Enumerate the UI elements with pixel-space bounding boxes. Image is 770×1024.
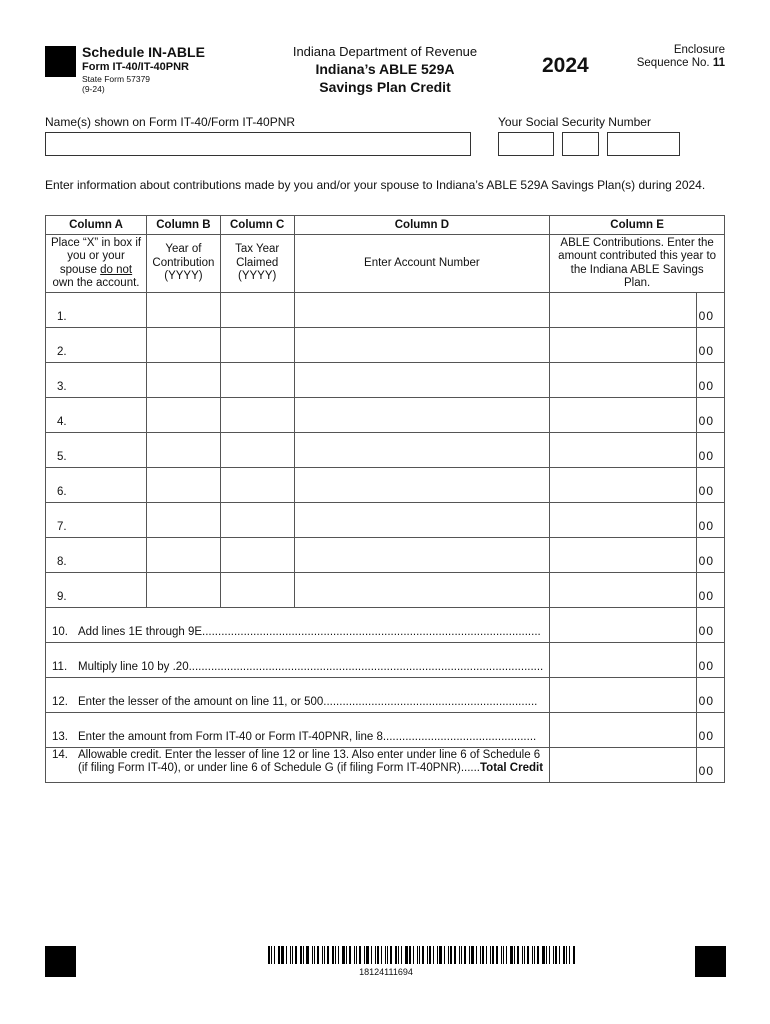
barcode-bar (569, 946, 570, 964)
summary-row (46, 713, 725, 748)
summary-line-number: 11. (52, 661, 68, 673)
barcode-bar (490, 946, 491, 964)
line-14-number: 14. (52, 749, 68, 761)
barcode-bar (349, 946, 351, 964)
barcode-bar (542, 946, 545, 964)
summary-amount-field[interactable] (550, 678, 697, 713)
table-row (46, 433, 725, 468)
barcode-bar (496, 946, 498, 964)
col-b-year-field[interactable] (147, 398, 221, 433)
col-d-account-field[interactable] (294, 328, 550, 363)
col-c-tax-year-field[interactable] (220, 293, 294, 328)
column-c-header: Column C (220, 216, 294, 235)
barcode-bar (437, 946, 438, 964)
barcode-bar (346, 946, 347, 964)
col-e-cents: 00 (697, 328, 725, 363)
col-e-cents: 00 (697, 398, 725, 433)
table-row (46, 293, 725, 328)
column-b-header: Column B (147, 216, 221, 235)
line-14-amount-field[interactable] (550, 748, 697, 783)
summary-cents: 00 (697, 678, 725, 713)
contribution-instructions: Enter information about contributions made by you and/or your spouse to Indiana’s ABLE 529A Savings Plan(s) during 2024. (45, 178, 706, 192)
registration-mark-bottom-right (695, 946, 726, 977)
summary-amount-field[interactable] (550, 643, 697, 678)
col-c-tax-year-field[interactable] (220, 503, 294, 538)
barcode-bar (492, 946, 494, 964)
barcode-bar (559, 946, 560, 964)
names-label: Name(s) shown on Form IT-40/Form IT-40PNR (45, 115, 296, 129)
barcode-bar (395, 946, 397, 964)
form-label: Form IT-40/IT-40PNR (82, 61, 189, 73)
summary-line-text (46, 713, 550, 748)
registration-mark-top-left (45, 46, 76, 77)
column-e-description: ABLE Contributions. Enter the amount contributed this year to the Indiana ABLE Savings Plan. (550, 235, 725, 293)
barcode-bar (417, 946, 418, 964)
column-a-desc-text: Place “X” in box if you or your spouse (50, 236, 142, 276)
barcode-bar (314, 946, 315, 964)
col-b-year-field[interactable] (147, 433, 221, 468)
barcode-bar (566, 946, 567, 964)
col-d-account-field[interactable] (294, 433, 550, 468)
summary-line-text (46, 643, 550, 678)
col-e-cents: 00 (697, 538, 725, 573)
schedule-title: Schedule IN-ABLE (82, 44, 205, 60)
ssn-field-part2[interactable] (562, 132, 599, 156)
barcode-bar (534, 946, 535, 964)
summary-row (46, 678, 725, 713)
barcode-bar (398, 946, 399, 964)
table-row (46, 363, 725, 398)
col-e-amount-field[interactable] (550, 573, 697, 608)
contributions-table (45, 215, 725, 783)
col-c-tax-year-field[interactable] (220, 468, 294, 503)
summary-line-number: 12. (52, 696, 68, 708)
summary-row (46, 608, 725, 643)
col-c-tax-year-field[interactable] (220, 538, 294, 573)
barcode-bar (549, 946, 550, 964)
barcode-bar (419, 946, 420, 964)
barcode-bar (390, 946, 392, 964)
barcode-bar (459, 946, 460, 964)
col-e-amount-field[interactable] (550, 538, 697, 573)
col-d-account-field[interactable] (294, 293, 550, 328)
barcode-bar (532, 946, 533, 964)
barcode-bar (377, 946, 379, 964)
barcode-bar (553, 946, 554, 964)
barcode-bar (537, 946, 539, 964)
column-e-header: Column E (550, 216, 725, 235)
summary-cents: 00 (697, 608, 725, 643)
col-e-amount-field[interactable] (550, 503, 697, 538)
row-label-col-a[interactable]: 1. (46, 293, 147, 328)
barcode-bar (405, 946, 408, 964)
ssn-field-part1[interactable] (498, 132, 554, 156)
row-label-col-a[interactable]: 5. (46, 433, 147, 468)
col-e-cents: 00 (697, 293, 725, 328)
summary-line-number: 10. (52, 626, 68, 638)
table-row (46, 328, 725, 363)
barcode-bar (375, 946, 376, 964)
column-description-row (46, 235, 725, 293)
barcode-bar (312, 946, 313, 964)
summary-line-label: Multiply line 10 by .20............................................................................................................... (78, 661, 544, 673)
barcode-bar (303, 946, 304, 964)
form-title-line2: Savings Plan Credit (319, 79, 451, 95)
barcode-bar (482, 946, 484, 964)
barcode-bar (461, 946, 462, 964)
ssn-label: Your Social Security Number (498, 115, 651, 129)
barcode-bar (480, 946, 481, 964)
row-label-col-a[interactable]: 4. (46, 398, 147, 433)
barcode-bar (413, 946, 414, 964)
barcode-bar (510, 946, 513, 964)
barcode (268, 946, 576, 964)
summary-line-text (46, 678, 550, 713)
department-name: Indiana Department of Revenue (292, 44, 478, 59)
barcode-bar (573, 946, 575, 964)
form-title-line1: Indiana’s ABLE 529A (315, 61, 455, 77)
column-a-header: Column A (46, 216, 147, 235)
barcode-bar (356, 946, 357, 964)
enclosure-label: Enclosure (673, 44, 725, 56)
barcode-bar (524, 946, 525, 964)
barcode-bar (476, 946, 477, 964)
barcode-bar (450, 946, 452, 964)
sequence-value: 11 (712, 57, 725, 69)
col-e-amount-field[interactable] (550, 363, 697, 398)
row-label-col-a[interactable]: 9. (46, 573, 147, 608)
summary-cents: 00 (697, 643, 725, 678)
barcode-bar (469, 946, 470, 964)
barcode-bar (359, 946, 361, 964)
barcode-bar (422, 946, 424, 964)
column-a-description (46, 235, 147, 293)
barcode-bar (286, 946, 287, 964)
col-e-cents: 00 (697, 433, 725, 468)
column-a-desc-text-end: own the account. (52, 277, 140, 289)
barcode-bar (471, 946, 474, 964)
barcode-bar (290, 946, 291, 964)
col-b-year-field[interactable] (147, 538, 221, 573)
barcode-bar (268, 946, 270, 964)
barcode-bar (387, 946, 388, 964)
row-label-col-a[interactable]: 6. (46, 468, 147, 503)
state-form-number: State Form 57379 (82, 74, 151, 84)
line-14-text (46, 748, 550, 783)
barcode-bar (342, 946, 345, 964)
barcode-bar (427, 946, 428, 964)
barcode-bar (324, 946, 325, 964)
sequence-number (610, 57, 725, 69)
barcode-bar (335, 946, 336, 964)
tax-year: 2024 (542, 54, 589, 77)
col-c-tax-year-field[interactable] (220, 398, 294, 433)
barcode-bar (444, 946, 445, 964)
column-c-description: Tax Year Claimed (YYYY) (220, 235, 294, 293)
barcode-bar (371, 946, 372, 964)
summary-line-label: Enter the amount from Form IT-40 or Form IT-40PNR, line 8................................................ (78, 731, 537, 743)
barcode-bar (300, 946, 302, 964)
column-d-description: Enter Account Number (294, 235, 550, 293)
barcode-bar (385, 946, 386, 964)
barcode-bar (486, 946, 487, 964)
barcode-bar (354, 946, 355, 964)
col-e-cents: 00 (697, 468, 725, 503)
col-d-account-field[interactable] (294, 538, 550, 573)
barcode-bar (274, 946, 275, 964)
col-b-year-field[interactable] (147, 293, 221, 328)
summary-line-text (46, 608, 550, 643)
table-row (46, 573, 725, 608)
barcode-bar (292, 946, 293, 964)
barcode-bar (278, 946, 280, 964)
barcode-bar (281, 946, 284, 964)
barcode-bar (306, 946, 309, 964)
col-d-account-field[interactable] (294, 468, 550, 503)
col-e-amount-field[interactable] (550, 433, 697, 468)
col-c-tax-year-field[interactable] (220, 363, 294, 398)
total-credit-label: Total Credit (480, 762, 544, 774)
col-c-tax-year-field[interactable] (220, 433, 294, 468)
ssn-field-part3[interactable] (607, 132, 680, 156)
summary-amount-field[interactable] (550, 608, 697, 643)
table-row (46, 538, 725, 573)
summary-amount-field[interactable] (550, 713, 697, 748)
line-14-text-2: (if filing Form IT-40), or under line 6 of Schedule G (if filing Form IT-40PNR)...... (78, 762, 480, 774)
col-e-amount-field[interactable] (550, 398, 697, 433)
barcode-bar (401, 946, 402, 964)
col-b-year-field[interactable] (147, 503, 221, 538)
barcode-bar (317, 946, 319, 964)
barcode-bar (464, 946, 466, 964)
barcode-bar (454, 946, 456, 964)
barcode-bar (439, 946, 442, 964)
barcode-bar (364, 946, 365, 964)
col-e-amount-field[interactable] (550, 293, 697, 328)
col-e-cents: 00 (697, 503, 725, 538)
barcode-bar (429, 946, 431, 964)
barcode-bar (527, 946, 529, 964)
barcode-bar (501, 946, 502, 964)
barcode-bar (522, 946, 523, 964)
col-e-amount-field[interactable] (550, 468, 697, 503)
col-b-year-field[interactable] (147, 328, 221, 363)
barcode-bar (338, 946, 339, 964)
column-header-row (46, 216, 725, 235)
barcode-bar (546, 946, 547, 964)
registration-mark-bottom-left (45, 946, 76, 977)
summary-line-number: 13. (52, 731, 68, 743)
row-label-col-a[interactable]: 3. (46, 363, 147, 398)
col-d-account-field[interactable] (294, 363, 550, 398)
form-revision: (9-24) (82, 84, 105, 94)
barcode-bar (327, 946, 329, 964)
col-c-tax-year-field[interactable] (220, 573, 294, 608)
barcode-number: 18124111694 (359, 967, 413, 977)
col-c-tax-year-field[interactable] (220, 328, 294, 363)
line-14-row (46, 748, 725, 783)
col-b-year-field[interactable] (147, 363, 221, 398)
barcode-bar (514, 946, 515, 964)
barcode-bar (322, 946, 323, 964)
summary-cents: 00 (697, 713, 725, 748)
col-e-cents: 00 (697, 363, 725, 398)
sequence-label: Sequence No. (636, 57, 710, 69)
col-b-year-field[interactable] (147, 573, 221, 608)
barcode-bar (295, 946, 297, 964)
table-row (46, 468, 725, 503)
col-d-account-field[interactable] (294, 503, 550, 538)
row-label-col-a[interactable]: 8. (46, 538, 147, 573)
barcode-bar (503, 946, 504, 964)
barcode-bar (433, 946, 434, 964)
col-b-year-field[interactable] (147, 468, 221, 503)
barcode-bar (271, 946, 272, 964)
line-14-text-1: Allowable credit. Enter the lesser of line 12 or line 13. Also enter under line 6 of Schedule 6 (78, 749, 541, 761)
row-label-col-a[interactable]: 2. (46, 328, 147, 363)
column-b-description: Year of Contribution (YYYY) (147, 235, 221, 293)
table-row (46, 398, 725, 433)
names-field[interactable] (45, 132, 471, 156)
col-d-account-field[interactable] (294, 398, 550, 433)
barcode-bar (506, 946, 507, 964)
barcode-bar (381, 946, 382, 964)
barcode-bar (448, 946, 449, 964)
summary-row (46, 643, 725, 678)
col-e-cents: 00 (697, 573, 725, 608)
col-d-account-field[interactable] (294, 573, 550, 608)
summary-line-label: Add lines 1E through 9E.......................................................................................................... (78, 626, 541, 638)
barcode-bar (517, 946, 519, 964)
barcode-bar (555, 946, 557, 964)
barcode-bar (563, 946, 565, 964)
row-label-col-a[interactable]: 7. (46, 503, 147, 538)
table-row (46, 503, 725, 538)
summary-line-label: Enter the lesser of the amount on line 11, or 500................................................................... (78, 696, 538, 708)
barcode-bar (366, 946, 369, 964)
col-e-amount-field[interactable] (550, 328, 697, 363)
column-d-header: Column D (294, 216, 550, 235)
column-a-desc-underline: do not (100, 263, 133, 276)
barcode-bar (332, 946, 334, 964)
line-14-cents: 00 (697, 748, 725, 783)
barcode-bar (409, 946, 411, 964)
